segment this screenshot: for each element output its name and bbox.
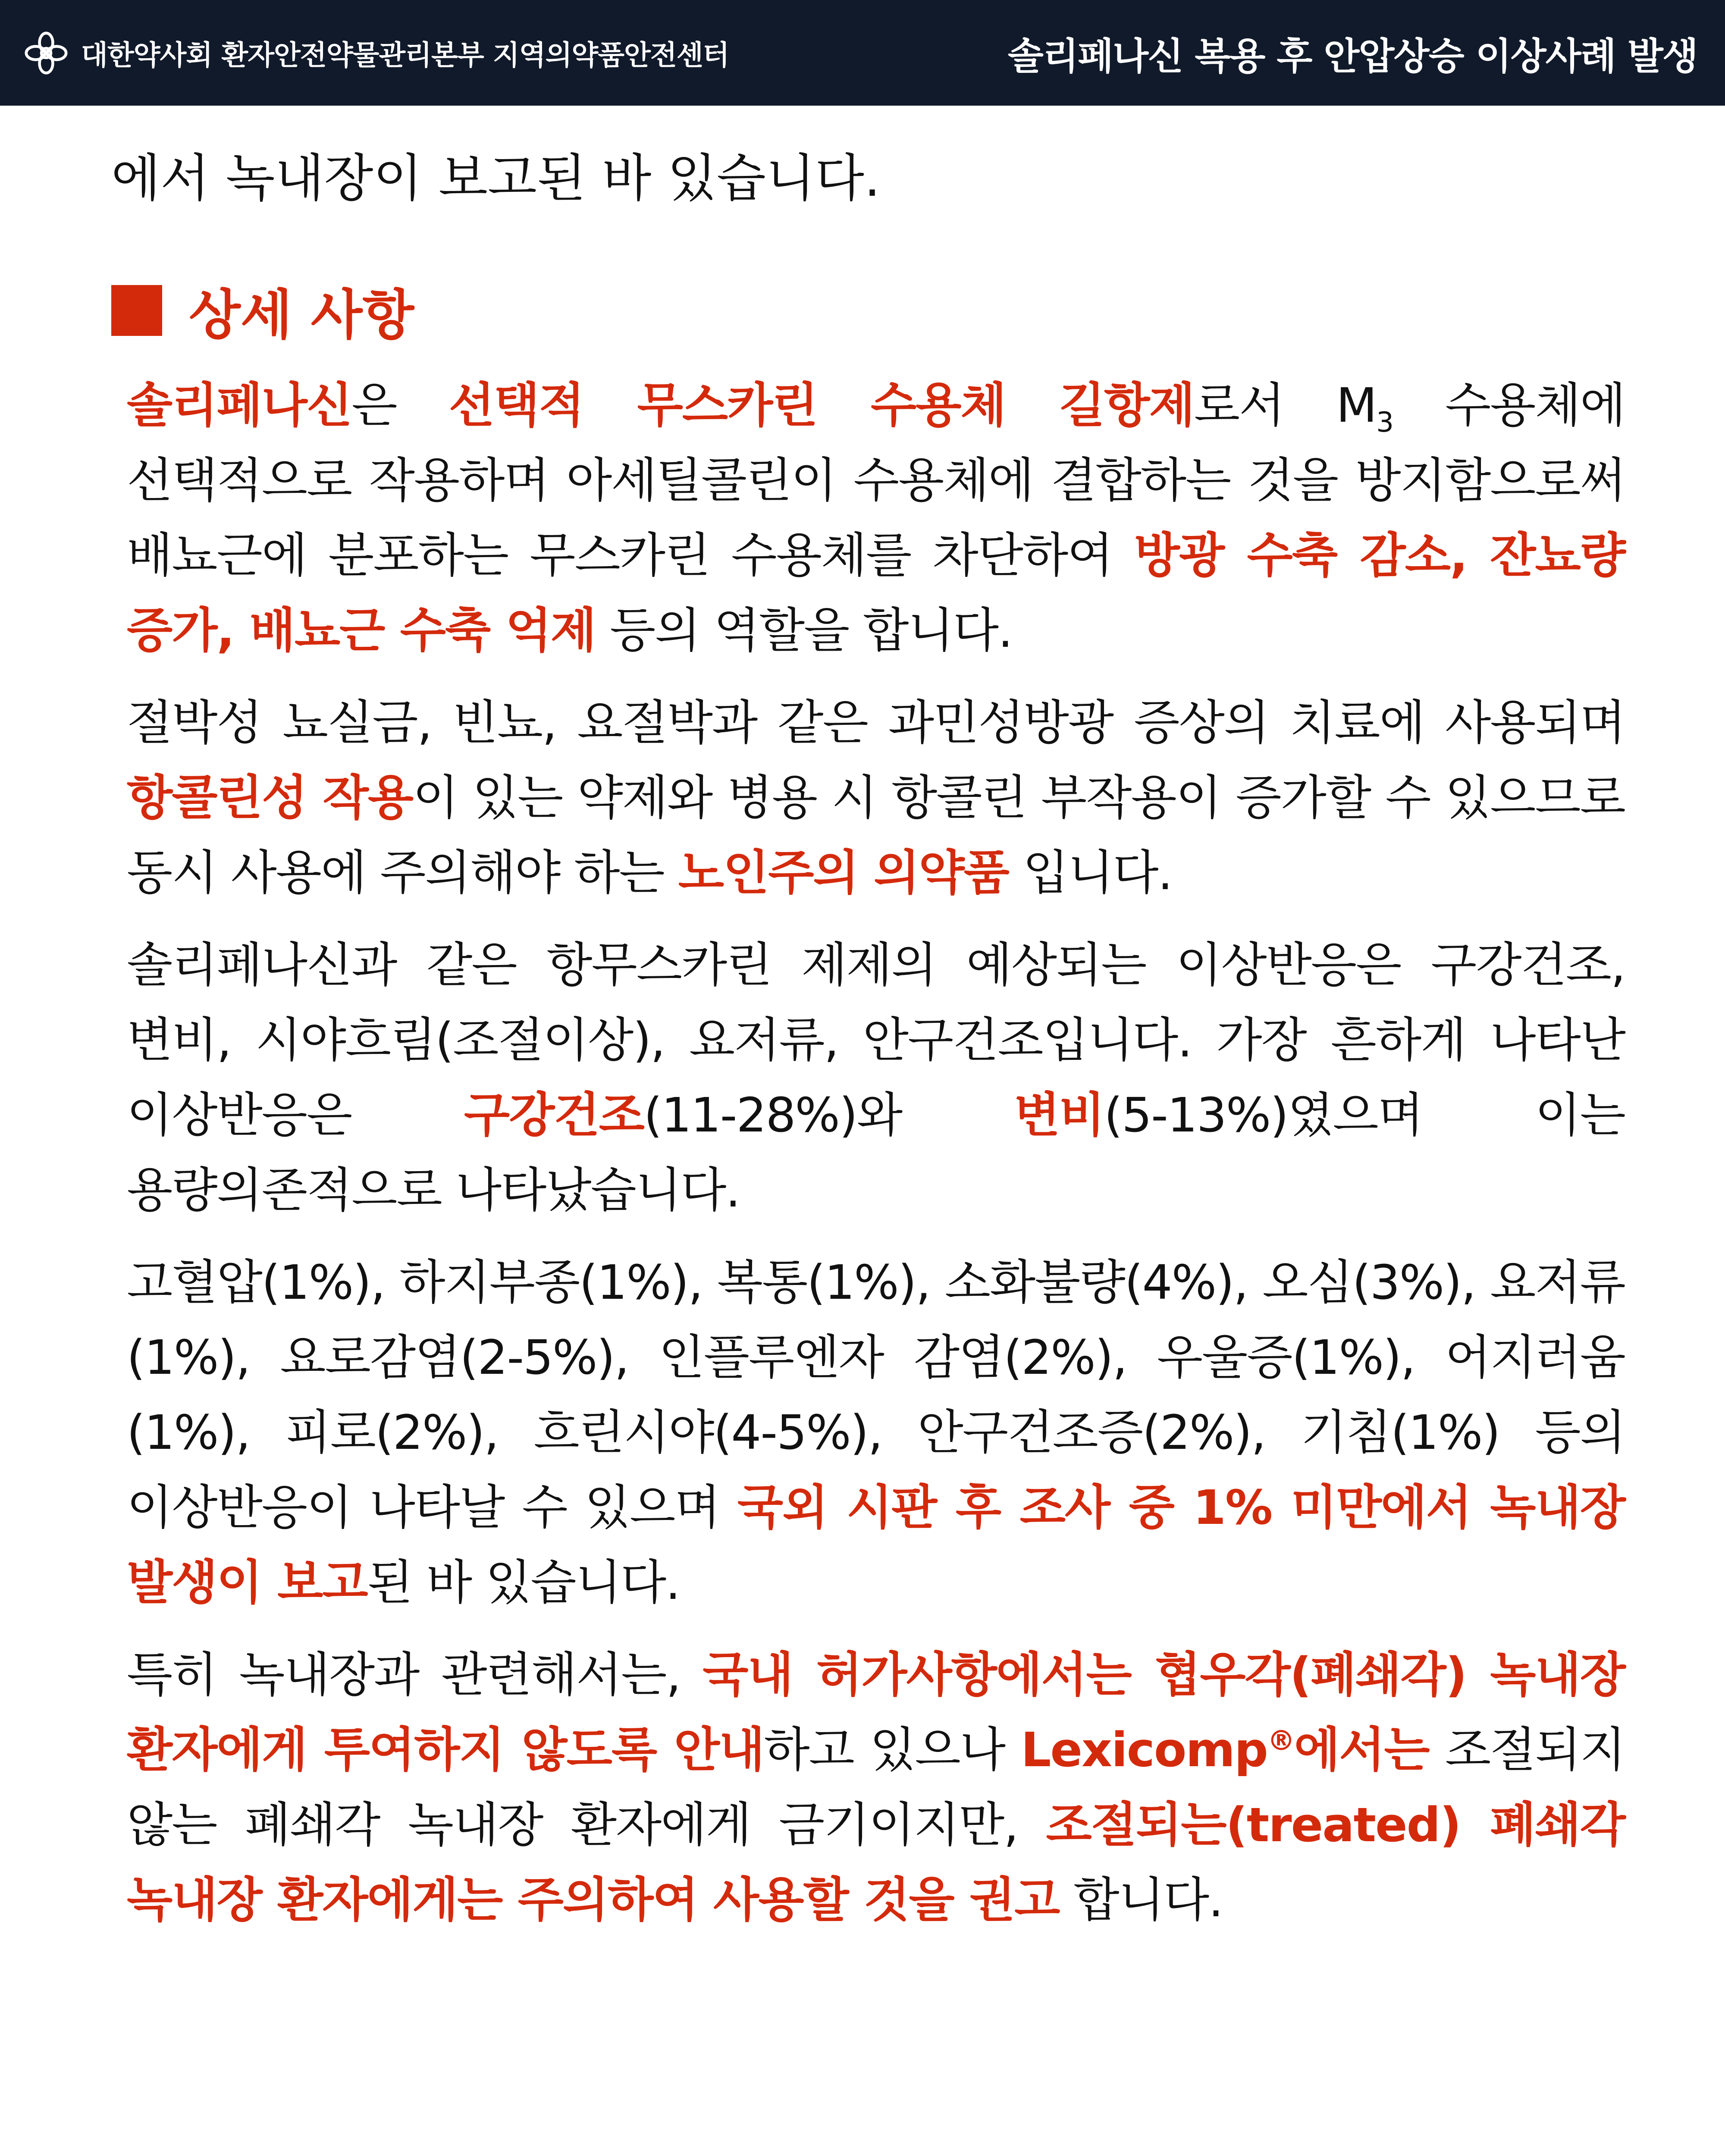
document-title: 솔리페나신 복용 후 안압상승 이상사례 발생 [1007, 34, 1697, 78]
square-bullet-icon [111, 285, 162, 336]
text-span: 구강건조 [464, 1087, 644, 1143]
text-span: 등의 역할을 합니다. [596, 603, 1012, 658]
text-span: 솔리페나신 [127, 378, 352, 433]
paragraph-mechanism [111, 368, 1625, 668]
text-span: (11-28%)와 [643, 1087, 1014, 1143]
text-span: 하고 있으나 [764, 1722, 1021, 1777]
paragraph-other-reactions [111, 1245, 1625, 1620]
flower-logo-icon [22, 29, 70, 77]
header-org [22, 29, 729, 77]
section-heading [111, 272, 1625, 349]
main-content [111, 140, 1625, 1955]
subscript: 3 [1376, 407, 1393, 439]
text-span: 된 바 있습니다. [367, 1555, 680, 1610]
paragraph-glaucoma [111, 1637, 1625, 1937]
paragraph-indication [111, 685, 1625, 910]
text-span: 은 [351, 378, 449, 433]
section-heading-label: 상세 사항 [189, 284, 414, 346]
text-span: 고혈압(1%), 하지부종(1%), 복통(1%), 소화불량(4%), 오심(3%), 요저류(1%), 요로감염(2-5%), 인플루엔자 감염(2%), 우울증(1%), 어지러움(1%), 피로(2%), 흐린시야(4-5%), 안구건조증(2%), 기침(1%) 등의 이상반응이 나타날 수 있으며 [127, 1255, 1625, 1535]
text-span: 절박성 뇨실금, 빈뇨, 요절박과 같은 과민성방광 증상의 치료에 사용되며 [127, 695, 1625, 750]
paragraph-expected-reactions [111, 928, 1625, 1228]
text-span: 항콜린성 작용 [127, 770, 413, 825]
text-span: (5-13%)였으며 이는 용량의존적으로 나타났습니다. [127, 1087, 1625, 1218]
text-span: 특히 녹내장과 관련해서는, [127, 1647, 703, 1702]
text-span: 합니다. [1059, 1872, 1223, 1927]
text-span: 에서는 [1294, 1722, 1429, 1777]
text-span: 수용체에 선택적으로 작용하며 아세틸콜린이 수용체에 결합하는 것을 방지함으로써 배뇨근에 분포하는 무스카린 수용체를 차단하여 [127, 378, 1625, 583]
text-span: 선택적 무스카린 수용체 길항제 [448, 378, 1194, 433]
text-span: 조절되는(treated) 폐쇄각 녹내장 환자에게는 주의하여 사용할 것을 권고 [127, 1797, 1625, 1927]
text-span: 변비 [1014, 1087, 1104, 1143]
text-span: 국내 허가사항에서는 협우각(폐쇄각) 녹내장 환자에게 투여하지 않도록 안내 [127, 1647, 1625, 1777]
text-span: 방광 수축 감소, 잔뇨량 증가, 배뇨근 수축 억제 [127, 528, 1625, 658]
text-span: 조절되지 않는 폐쇄각 녹내장 환자에게 금기이지만, [127, 1722, 1625, 1852]
text-span: 국외 시판 후 조사 중 1% 미만에서 녹내장 발생이 보고 [127, 1480, 1625, 1610]
page-header [0, 0, 1725, 106]
organization-name: 대한약사회 환자안전약물관리본부 지역의약품안전센터 [81, 39, 729, 72]
text-span: 로서 M [1194, 378, 1377, 433]
continued-text: 에서 녹내장이 보고된 바 있습니다. [111, 148, 881, 208]
text-span: Lexicomp [1021, 1722, 1267, 1777]
text-span: 입니다. [1008, 845, 1172, 900]
text-span: 노인주의 의약품 [678, 845, 1009, 900]
registered-mark: ® [1267, 1725, 1294, 1757]
text-span: 이 있는 약제와 병용 시 항콜린 부작용이 증가할 수 있으므로 동시 사용에 주의해야 하는 [127, 770, 1625, 900]
text-span: 솔리페나신과 같은 항무스카린 제제의 예상되는 이상반응은 구강건조, 변비, 시야흐림(조절이상), 요저류, 안구건조입니다. 가장 흔하게 나타난 이상반응은 [127, 937, 1625, 1143]
